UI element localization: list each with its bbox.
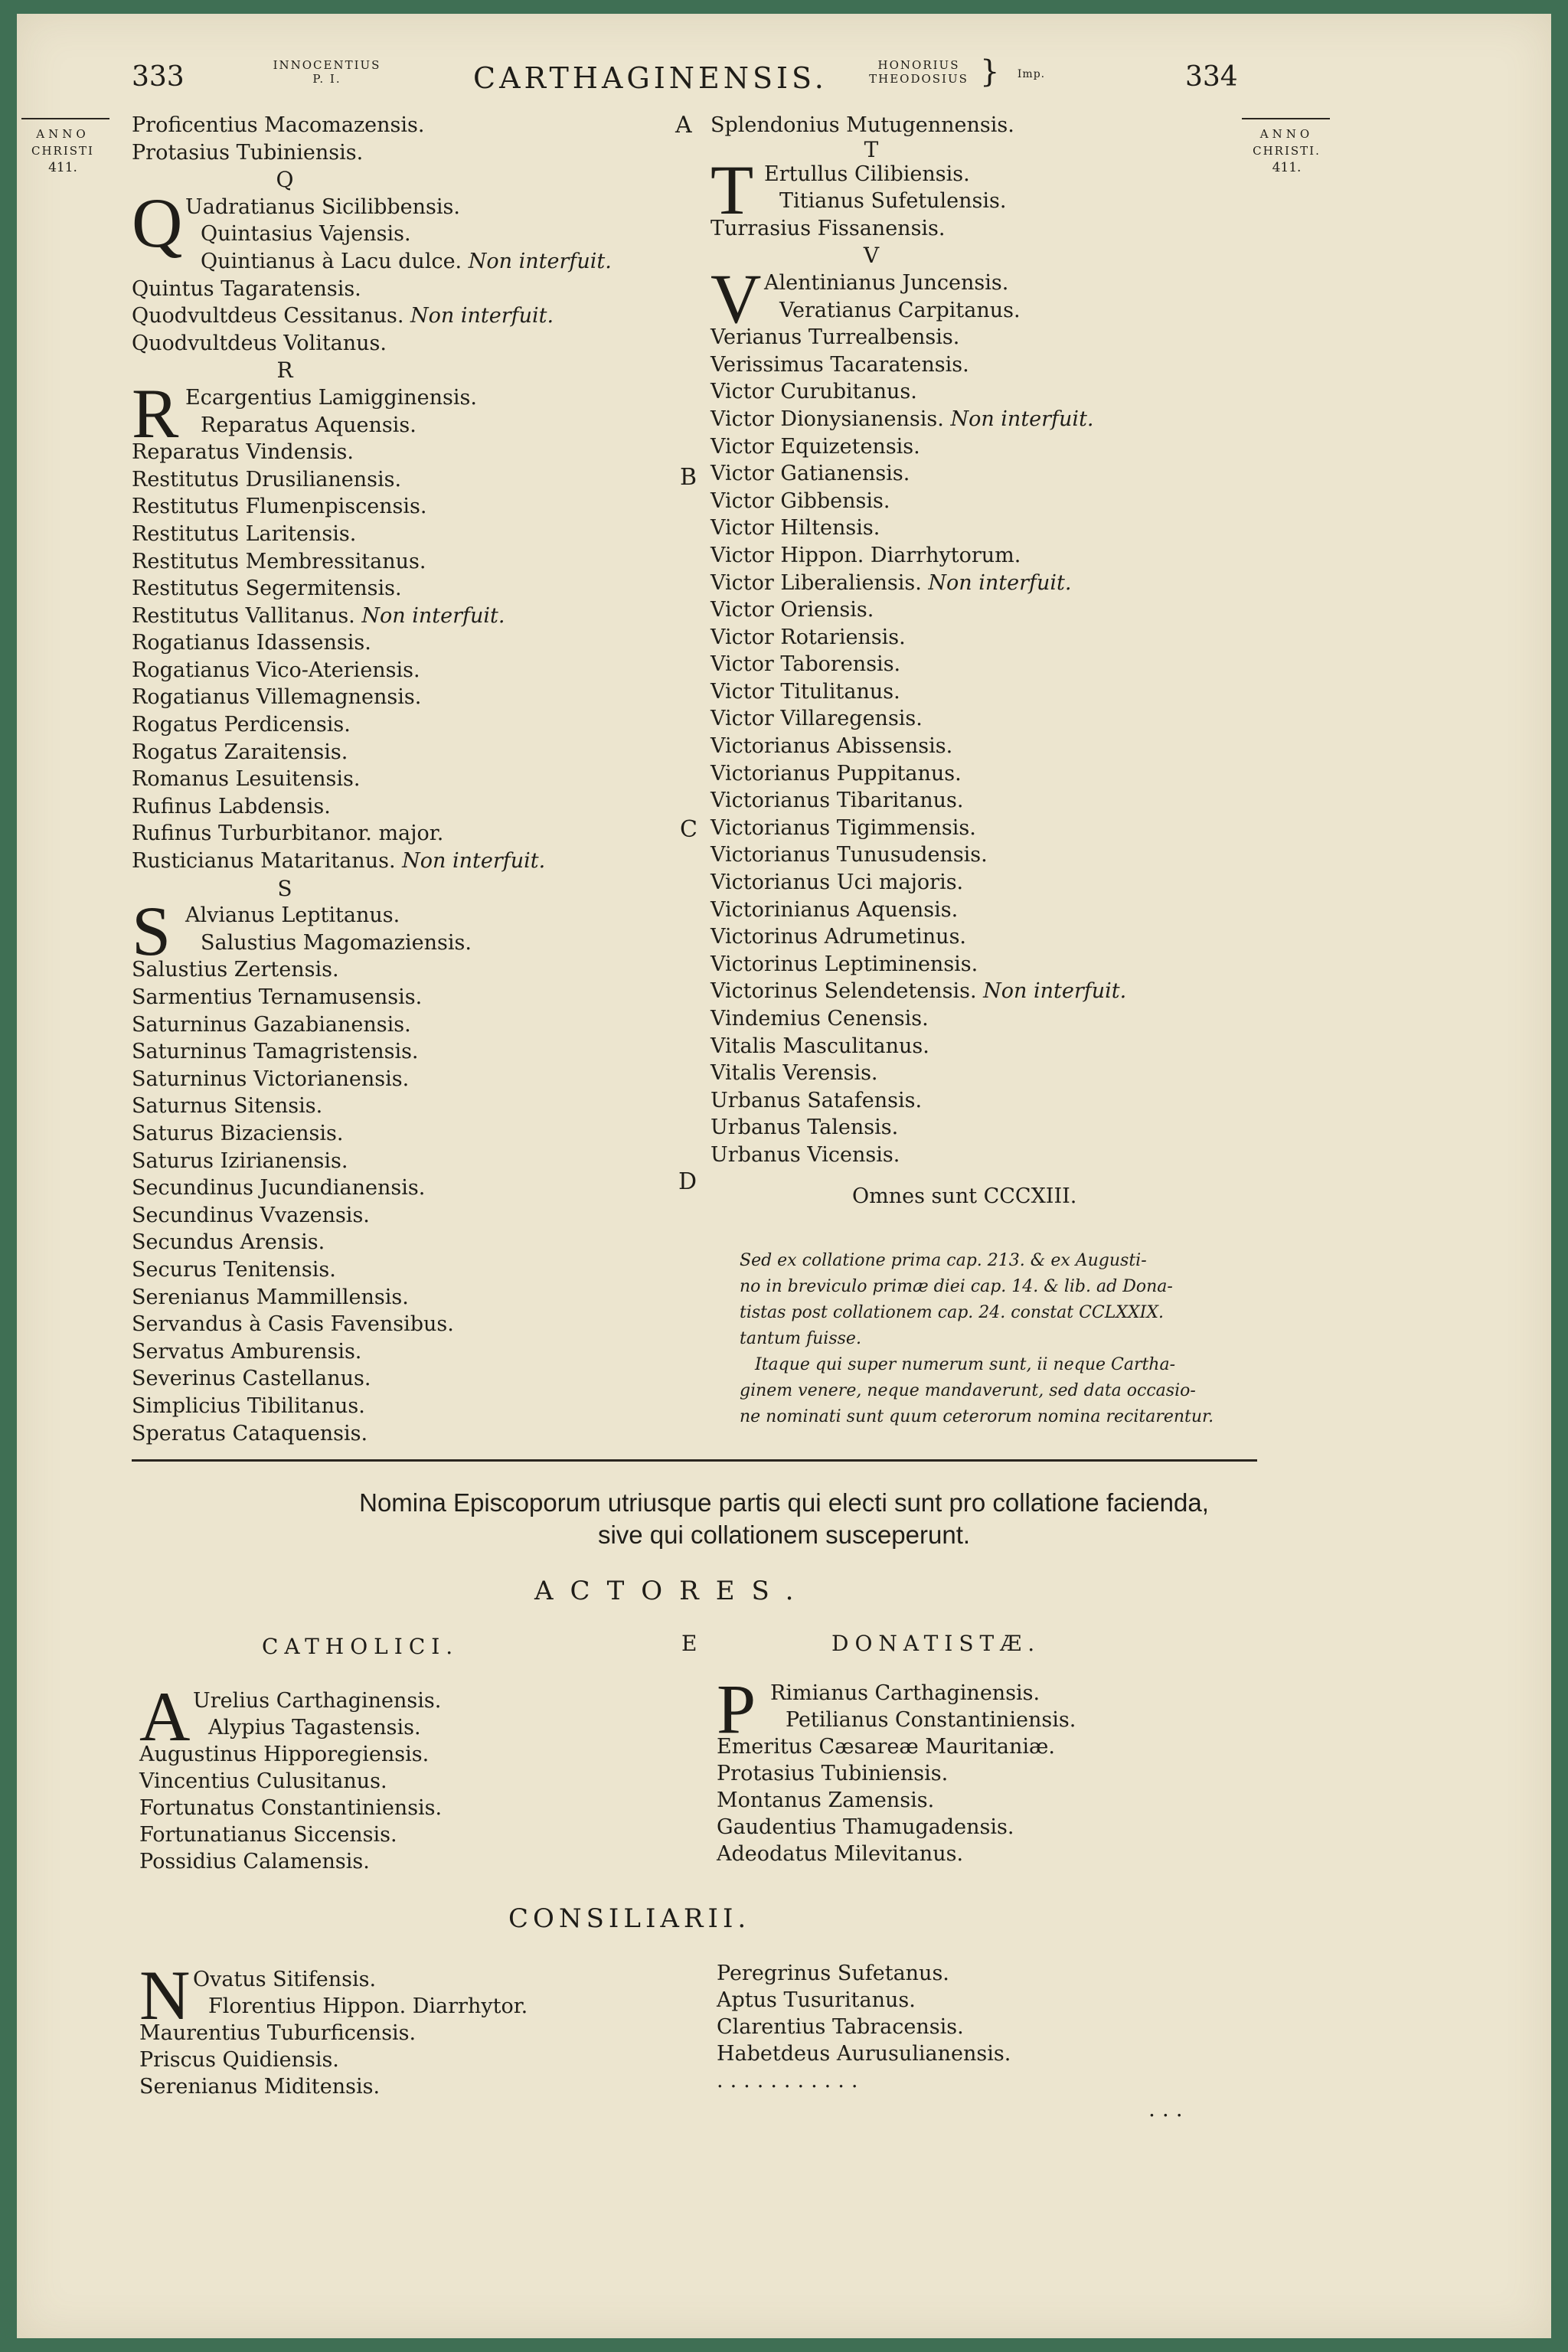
list-item: Restitutus Segermitensis. [132,577,402,601]
list-item: Salustius Magomaziensis. [201,930,472,955]
list-item: Victorianus Tibaritanus. [710,789,964,813]
list-item: Secundinus Vvazensis. [132,1203,370,1227]
list-item: Victorianus Uci majoris. [710,871,964,895]
list-item: Victor Rotariensis. [710,625,906,649]
non-interfuit-note: Non interfuit. [361,603,505,628]
actores-heading: ACTORES. [534,1576,811,1606]
list-item: Romanus Lesuitensis. [132,767,361,792]
entry-name: Rusticianus Mataritanus. [132,849,396,874]
donatistae-list [717,1670,1214,1867]
list-item: Florentius Hippon. Diarrhytor. [208,1994,528,2018]
footnote-line: Sed ex collatione prima cap. 213. & ex Augusti- [740,1251,1147,1270]
drop-cap-r: R [132,374,179,452]
list-item: Quodvultdeus Volitanus. [132,331,387,355]
drop-cap-a: A [139,1677,191,1756]
non-interfuit-note: Non interfuit. [928,570,1072,595]
list-item: Quintus Tagaratensis. [132,276,361,301]
footnote-line: ginem venere, neque mandaverunt, sed data occasio- [740,1381,1196,1400]
non-interfuit-note: Non interfuit. [410,304,554,328]
list-item: Victor Taborensis. [710,652,901,677]
list-item: Verianus Turrealbensis. [710,325,960,350]
list-item: Rimianus Carthaginensis. [770,1681,1040,1705]
list-item: Habetdeus Aurusulianensis. [717,2042,1011,2066]
list-item [132,248,668,276]
list-item: Restitutus Drusilianensis. [132,467,402,492]
list-item: Victorianus Puppitanus. [710,761,962,786]
margin-note-left [17,126,109,176]
section-letter-r: R [276,358,293,384]
drop-cap-s: S [132,892,172,971]
list-item: Fortunatianus Siccensis. [139,1823,397,1847]
list-item: Clarentius Tabracensis. [717,2015,964,2039]
entry-name: Restitutus Vallitanus. [132,603,355,628]
list-item: Alentinianus Juncensis. [764,270,1009,295]
footnote-line: ne nominati sunt quum ceterorum nomina recitarentur. [740,1407,1214,1426]
margin-christi-right: CHRISTI. [1253,144,1321,158]
header-emperors [858,58,980,86]
margin-anno-left: ANNO [36,127,90,141]
non-interfuit-note: Non interfuit. [983,979,1127,1004]
total-count: Omnes sunt CCCXIII. [852,1184,1077,1208]
list-item: Saturninus Gazabianensis. [132,1012,411,1037]
marker-e: E [681,1631,697,1656]
q-initial-block [132,183,668,276]
list-item: Protasius Tubiniensis. [132,140,364,165]
list-item: Saturus Bizaciensis. [132,1121,344,1145]
non-interfuit-note: Non interfuit. [950,407,1094,431]
list-item: Victor Gibbensis. [710,488,890,513]
drop-cap-p: P [717,1670,756,1748]
list-item: Protasius Tubiniensis. [717,1762,949,1785]
list-item: Victorinus Adrumetinus. [710,925,967,949]
list-item: Adeodatus Milevitanus. [717,1842,964,1866]
list-item: Victor Villaregensis. [710,707,923,731]
list-item: Saturnus Sitensis. [132,1094,323,1119]
list-item [132,603,668,630]
list-item: Rufinus Labdensis. [132,794,331,818]
entry-name: Victor Liberaliensis. [710,570,922,595]
list-item: Urbanus Talensis. [710,1116,899,1140]
header-brace-icon: } [980,54,1000,90]
list-item: Rogatianus Idassensis. [132,631,371,655]
nomina-title-line: sive qui collationem susceperunt. [597,1521,971,1549]
entry-name: Victorinus Selendetensis. [710,979,977,1004]
list-item: Urelius Carthaginensis. [193,1689,442,1713]
drop-cap-q: Q [132,183,183,262]
list-item: Restitutus Laritensis. [132,521,357,546]
list-item: Reparatus Aquensis. [201,413,416,437]
non-interfuit-note: Non interfuit. [468,249,612,273]
drop-cap-v: V [710,259,762,338]
list-item: Victor Equizetensis. [710,434,920,459]
list-item: Securus Tenitensis. [132,1257,336,1282]
list-item: Victorinianus Aquensis. [710,897,959,922]
header-innocentius-sub: P. I. [312,72,341,86]
list-item: Vindemius Cenensis. [710,1007,929,1031]
marker-b: B [680,464,697,491]
list-item: Rogatus Zaraitensis. [132,740,348,764]
header-innocentius [270,58,384,86]
list-item: Montanus Zamensis. [717,1788,935,1812]
catholici-heading: CATHOLICI. [262,1634,459,1659]
list-item: Alvianus Leptitanus. [185,903,400,928]
consiliarii-right-list [717,1960,1214,2094]
list-item: Peregrinus Sufetanus. [717,1962,949,1985]
list-item: Speratus Cataquensis. [132,1421,368,1446]
section-letter-s: S [277,875,292,901]
section-letter-q: Q [276,167,294,193]
list-item: Reparatus Vindensis. [132,440,354,465]
list-item [710,570,1262,597]
list-item: Secundinus Jucundianensis. [132,1176,426,1200]
drop-cap-n: N [139,1956,191,2034]
list-item: Sarmentius Ternamusensis. [132,985,423,1009]
list-item: Vitalis Masculitanus. [710,1034,929,1058]
list-item: Restitutus Membressitanus. [132,549,426,573]
list-item: Petilianus Constantiniensis. [786,1708,1076,1732]
margin-christi-left: CHRISTI [31,144,94,158]
ellipsis-dots: ........... [717,2069,865,2092]
header-honorius: HONORIUS [877,58,960,72]
list-item: Servatus Amburensis. [132,1339,362,1364]
list-item: Ertullus Cilibiensis. [764,162,970,186]
list-item: Maurentius Tuburficensis. [139,2021,416,2045]
list-item [132,848,668,875]
margin-anno-right: ANNO [1259,127,1314,141]
marker-c: C [680,816,697,843]
list-item: Veratianus Carpitanus. [779,298,1021,322]
list-item: Servandus à Casis Favensibus. [132,1312,454,1337]
nomina-title-line: Nomina Episcoporum utriusque partis qui electi sunt pro collatione facienda, [359,1488,1209,1517]
margin-rule-left [21,118,109,119]
list-item: Rogatianus Vico-Ateriensis. [132,658,420,682]
list-item: Verissimus Tacaratensis. [710,352,969,377]
list-item: Proficentius Macomazensis. [132,113,425,137]
marker-d: D [678,1168,697,1195]
margin-year-left: 411. [48,160,77,175]
list-item [132,302,668,330]
consiliarii-left-list [139,1956,637,2100]
footnote-line: Itaque qui super numerum sunt, ii neque Cartha- [755,1355,1176,1374]
list-item [710,406,1262,433]
entry-name: Quodvultdeus Cessitanus. [132,304,404,328]
list-item: Simplicius Tibilitanus. [132,1393,365,1418]
list-item: Victor Oriensis. [710,598,874,622]
section-letter-v: V [863,243,880,269]
non-interfuit-note: Non interfuit. [402,849,546,874]
list-item: Aptus Tusuritanus. [717,1988,916,2012]
book-page [17,14,1551,2338]
header-imperatores: Imp. [1017,68,1046,80]
list-item: Rogatianus Villemagnensis. [132,685,422,710]
list-item: Urbanus Satafensis. [710,1088,923,1112]
list-item: Augustinus Hipporegiensis. [139,1743,430,1766]
header-innocentius-name: INNOCENTIUS [273,58,381,72]
drop-cap-t: T [710,150,754,229]
list-item: Serenianus Mammillensis. [132,1285,409,1309]
list-item: Victor Hiltensis. [710,516,880,541]
list-item: Restitutus Flumenpiscensis. [132,495,427,519]
list-item: Gaudentius Thamugadensis. [717,1815,1014,1839]
list-item: Titianus Sufetulensis. [779,189,1007,214]
nomina-title [17,1487,1551,1551]
list-item: Rufinus Turburbitanor. major. [132,822,444,846]
list-item: Urbanus Vicensis. [710,1142,900,1167]
entry-name: Victor Dionysianensis. [710,407,944,431]
list-item: Serenianus Miditensis. [139,2075,381,2099]
list-item: Victor Curubitanus. [710,380,917,404]
list-item: Victor Hippon. Diarrhytorum. [710,543,1021,567]
list-item: Priscus Quidiensis. [139,2048,339,2072]
list-item [710,978,1262,1005]
list-item: Alypius Tagastensis. [208,1716,421,1740]
header-theodosius: THEODOSIUS [869,72,969,86]
list-item: Quintasius Vajensis. [201,222,411,247]
end-dots: ... [1148,2096,1190,2122]
list-item: Splendonius Mutugennensis. [710,113,1014,137]
list-item: Victorianus Tunusudensis. [710,843,988,867]
footnote-line: no in breviculo primæ diei cap. 14. & lib. ad Dona- [740,1277,1173,1296]
right-column [710,112,1262,1210]
list-item: Secundus Arensis. [132,1230,325,1255]
list-item: Uadratianus Sicilibbensis. [185,194,460,219]
section-letter-t: T [864,136,879,162]
list-item: Rogatus Perdicensis. [132,713,351,737]
entry-name: Quintianus à Lacu dulce. [201,249,462,273]
list-item: Ecargentius Lamigginensis. [185,385,477,410]
section-divider [132,1459,1257,1462]
page-number-left: 333 [132,61,185,93]
list-item: Victor Titulitanus. [710,679,900,704]
list-item: Ovatus Sitifensis. [193,1968,377,1991]
list-item: Vitalis Verensis. [710,1061,878,1086]
page-number-right: 334 [1185,61,1238,93]
page-running-title: CARTHAGINENSIS. [473,61,828,95]
list-item: Victor Gatianensis. [710,462,910,486]
footnote-text [740,1248,1276,1430]
left-column [132,112,668,1447]
list-item: Victorianus Tigimmensis. [710,815,976,840]
footnote-line: tistas post collationem cap. 24. constat CCLXXIX. [740,1303,1165,1322]
list-item: Saturninus Tamagristensis. [132,1040,419,1064]
list-item: Severinus Castellanus. [132,1367,371,1391]
marker-a: A [675,112,692,139]
list-item: Victorinus Leptiminensis. [710,952,978,976]
list-item: Fortunatus Constantiniensis. [139,1796,443,1820]
donatistae-heading: DONATISTÆ. [831,1631,1041,1656]
list-item: Emeritus Cæsareæ Mauritaniæ. [717,1735,1055,1759]
list-item: Turrasius Fissanensis. [710,216,946,240]
list-item: Victorianus Abissensis. [710,734,953,759]
list-item: Vincentius Culusitanus. [139,1769,387,1793]
list-item: Saturus Izirianensis. [132,1148,348,1173]
consiliarii-heading: CONSILIARII. [508,1903,751,1934]
list-item: Salustius Zertensis. [132,958,339,982]
footnote-line: tantum fuisse. [740,1329,861,1348]
margin-year-right: 411. [1272,160,1302,175]
r-initial-block [132,374,668,452]
catholici-list [139,1677,637,1875]
list-item: Saturninus Victorianensis. [132,1067,410,1091]
list-item: Possidius Calamensis. [139,1850,370,1873]
